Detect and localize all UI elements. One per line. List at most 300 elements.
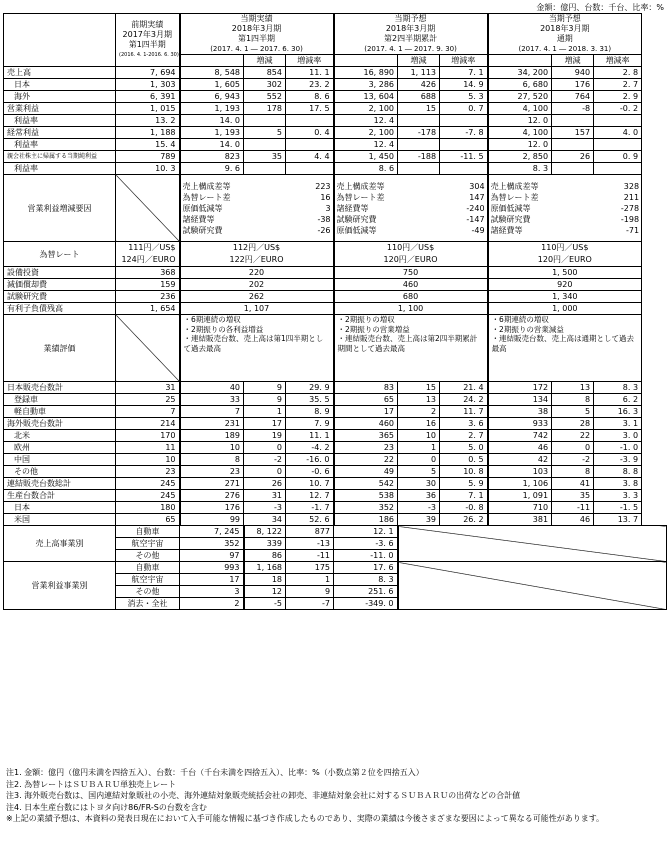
cell-value: 39 xyxy=(398,514,440,526)
row-label: 生産台数合計 xyxy=(4,490,116,502)
cell-value: 28 xyxy=(552,418,594,430)
factor-item: 試験研究費 xyxy=(490,214,531,224)
cell-value: 542 xyxy=(334,478,398,490)
cell-value: 426 xyxy=(398,79,440,91)
header-line: 通期 xyxy=(556,34,573,43)
cell-value: 23. 2 xyxy=(286,79,334,91)
cell-value: 13, 604 xyxy=(334,91,398,103)
segment-row xyxy=(4,526,667,538)
cell-value: 552 xyxy=(244,91,286,103)
cell-value: 29. 9 xyxy=(286,382,334,394)
header-line: 第1四半期 xyxy=(237,34,276,43)
cell-value xyxy=(244,163,286,175)
segment-value: 12. 1 xyxy=(334,526,398,538)
row-label: 欧州 xyxy=(4,442,116,454)
pl-row xyxy=(4,91,667,103)
cell-value: 9. 6 xyxy=(180,163,244,175)
segment-empty xyxy=(398,562,667,610)
cell-value: 10 xyxy=(398,430,440,442)
cell-value: 170 xyxy=(116,430,180,442)
cell-value: -2 xyxy=(244,454,286,466)
cell-value: 42 xyxy=(488,454,552,466)
invest-prev: 1, 654 xyxy=(116,303,180,315)
cell-value: 0 xyxy=(398,454,440,466)
cell-value: 0. 7 xyxy=(440,103,488,115)
col-q1-value xyxy=(180,55,244,67)
factor-item: 試験研究費 xyxy=(336,214,377,224)
invest-label: 減価償却費 xyxy=(4,279,116,291)
pl-row xyxy=(4,67,667,79)
header-line: (2017. 4. 1 ― 2018. 3. 31) xyxy=(518,45,612,53)
cell-value: 17. 5 xyxy=(286,103,334,115)
cell-value: -0. 2 xyxy=(594,103,642,115)
factor-item: 諸経費等 xyxy=(490,225,523,235)
cell-value: 186 xyxy=(334,514,398,526)
cell-value: 46 xyxy=(552,514,594,526)
fx-rate: 122円／EURO xyxy=(229,255,284,264)
header-line: (2017. 4. 1 ― 2017. 6. 30) xyxy=(210,45,303,53)
invest-label: 設備投資 xyxy=(4,267,116,279)
cell-value: 31 xyxy=(116,382,180,394)
cell-value: 8 xyxy=(552,394,594,406)
cell-value: 12. 0 xyxy=(488,139,552,151)
production-row xyxy=(4,502,667,514)
cell-value: 13 xyxy=(398,394,440,406)
cell-value xyxy=(398,115,440,127)
cell-value xyxy=(440,163,488,175)
cell-value: 5 xyxy=(552,406,594,418)
cell-value: 2, 100 xyxy=(334,127,398,139)
header-line: 前期実績 xyxy=(131,20,164,29)
factor-item: 売上構成差等 xyxy=(490,181,539,191)
cell-value: 12. 4 xyxy=(334,115,398,127)
cell-value: 1 xyxy=(244,406,286,418)
factor-value: 223 xyxy=(315,181,331,191)
cell-value: 10. 3 xyxy=(116,163,180,175)
cell-value: 19 xyxy=(244,430,286,442)
header-line: 2018年3月期 xyxy=(231,24,282,33)
row-label: 連結販売台数総計 xyxy=(4,478,116,490)
evaluation-line: ・2期振りの各利益増益 xyxy=(183,324,264,334)
segment-value: 352 xyxy=(180,538,244,550)
production-row xyxy=(4,514,667,526)
evaluation-line: ・連結販売台数、売上高は第1四半期として過去最高 xyxy=(183,334,324,353)
cell-value: 24. 2 xyxy=(440,394,488,406)
cell-value xyxy=(244,115,286,127)
col-header-label xyxy=(4,14,116,67)
cell-value: 688 xyxy=(398,91,440,103)
cell-value: 176 xyxy=(552,79,594,91)
segment-value: 993 xyxy=(180,562,244,574)
cell-value: 30 xyxy=(398,478,440,490)
invest-row xyxy=(4,291,667,303)
cell-value: -1. 7 xyxy=(286,502,334,514)
row-label: 北米 xyxy=(4,430,116,442)
fx-prev xyxy=(116,242,180,267)
col-header-h1 xyxy=(334,14,488,55)
cell-value: 16 xyxy=(398,418,440,430)
cell-value: 11. 1 xyxy=(286,67,334,79)
cell-value xyxy=(398,163,440,175)
evaluation-line: ・連結販売台数、売上高は第2四半期累計期間として過去最高 xyxy=(337,334,478,353)
segment-value: 17 xyxy=(180,574,244,586)
cell-value: 13. 7 xyxy=(594,514,642,526)
cell-value: 180 xyxy=(116,502,180,514)
evaluation-line: ・連結販売台数、売上高は通期として過去最高 xyxy=(491,334,635,353)
col-h1-incr: 増減率 xyxy=(440,55,488,67)
row-label: 日本 xyxy=(4,502,116,514)
factor-item: 売上構成差等 xyxy=(336,181,385,191)
cell-value: 6. 2 xyxy=(594,394,642,406)
cell-value: -16. 0 xyxy=(286,454,334,466)
cell-value: 14. 0 xyxy=(180,115,244,127)
cell-value: 5. 0 xyxy=(440,442,488,454)
invest-label: 試験研究費 xyxy=(4,291,116,303)
cell-value: 823 xyxy=(180,151,244,163)
cell-value: 0 xyxy=(244,442,286,454)
cell-value: -11 xyxy=(552,502,594,514)
cell-value: 352 xyxy=(334,502,398,514)
factor-value: -198 xyxy=(620,214,640,224)
factor-item: 諸経費等 xyxy=(336,203,369,213)
units-row xyxy=(4,394,667,406)
cell-value xyxy=(552,115,594,127)
units-row xyxy=(4,406,667,418)
cell-value: 8. 6 xyxy=(286,91,334,103)
segment-sub-label: 消去・全社 xyxy=(116,598,180,610)
cell-value: -8 xyxy=(552,103,594,115)
cell-value: -178 xyxy=(398,127,440,139)
cell-value: 27, 520 xyxy=(488,91,552,103)
cell-value: 365 xyxy=(334,430,398,442)
invest-value: 680 xyxy=(334,291,488,303)
factor-item: 原価低減等 xyxy=(336,225,377,235)
cell-value: 7. 9 xyxy=(286,418,334,430)
col-q1-inc: 増減 xyxy=(244,55,286,67)
cell-value: 381 xyxy=(488,514,552,526)
cell-value: 1, 193 xyxy=(180,127,244,139)
cell-value: 276 xyxy=(180,490,244,502)
invest-value: 1, 107 xyxy=(180,303,334,315)
cell-value: 12. 0 xyxy=(488,115,552,127)
cell-value: 854 xyxy=(244,67,286,79)
cell-value xyxy=(594,163,642,175)
cell-value: 23 xyxy=(334,442,398,454)
cell-value: 8. 3 xyxy=(594,382,642,394)
cell-value: 172 xyxy=(488,382,552,394)
row-label: 利益率 xyxy=(4,115,116,127)
factor-item: 為替レート差 xyxy=(336,192,385,202)
segment_profit-label: 営業利益事業別 xyxy=(4,562,116,610)
cell-value: 40 xyxy=(180,382,244,394)
invest-value: 460 xyxy=(334,279,488,291)
cell-value: 21. 4 xyxy=(440,382,488,394)
cell-value: -0. 8 xyxy=(440,502,488,514)
cell-value: 8. 6 xyxy=(334,163,398,175)
cell-value: 8. 3 xyxy=(488,163,552,175)
cell-value: 8. 8 xyxy=(594,466,642,478)
cell-value xyxy=(594,115,642,127)
cell-value: 8, 548 xyxy=(180,67,244,79)
cell-value: 1, 303 xyxy=(116,79,180,91)
segment-value: 17. 6 xyxy=(334,562,398,574)
cell-value: 10. 8 xyxy=(440,466,488,478)
cell-value: 940 xyxy=(552,67,594,79)
cell-value: 0. 5 xyxy=(440,454,488,466)
units-row xyxy=(4,454,667,466)
cell-value: 245 xyxy=(116,490,180,502)
invest-value: 202 xyxy=(180,279,334,291)
cell-value: 8. 9 xyxy=(286,406,334,418)
cell-value: 2. 8 xyxy=(594,67,642,79)
cell-value: 4. 0 xyxy=(594,127,642,139)
factor-h1 xyxy=(334,175,488,242)
units-row xyxy=(4,466,667,478)
cell-value: 134 xyxy=(488,394,552,406)
cell-value: 11 xyxy=(116,442,180,454)
cell-value: 11. 1 xyxy=(286,430,334,442)
invest-row xyxy=(4,303,667,315)
invest-value: 1, 000 xyxy=(488,303,642,315)
cell-value: 15 xyxy=(398,382,440,394)
factor-value: 16 xyxy=(320,192,331,202)
cell-value: -3 xyxy=(398,502,440,514)
cell-value: 17 xyxy=(244,418,286,430)
cell-value: 7, 694 xyxy=(116,67,180,79)
invest-value: 220 xyxy=(180,267,334,279)
segment-value: 8. 3 xyxy=(334,574,398,586)
cell-value: 3. 3 xyxy=(594,490,642,502)
row-label: 海外 xyxy=(4,91,116,103)
cell-value: 189 xyxy=(180,430,244,442)
invest-label: 有利子負債残高 xyxy=(4,303,116,315)
production-row xyxy=(4,490,667,502)
col-h1-value xyxy=(334,55,398,67)
cell-value: 6, 391 xyxy=(116,91,180,103)
cell-value: 789 xyxy=(116,151,180,163)
fx-row xyxy=(4,242,667,267)
factor-row xyxy=(4,175,667,242)
cell-value xyxy=(552,139,594,151)
cell-value: 3. 1 xyxy=(594,418,642,430)
cell-value: -188 xyxy=(398,151,440,163)
cell-value: 7. 1 xyxy=(440,490,488,502)
segment-value: -7 xyxy=(286,598,334,610)
cell-value: 65 xyxy=(116,514,180,526)
cell-value: 4, 100 xyxy=(488,103,552,115)
cell-value: 34 xyxy=(244,514,286,526)
row-label: 経常利益 xyxy=(4,127,116,139)
note-2: 注2. 為替レートはＳＵＢＡＲＵ単独売上レート xyxy=(6,779,177,789)
factor-item: 売上構成差等 xyxy=(182,181,231,191)
evaluation-line: ・6期連続の増収 xyxy=(183,315,241,324)
evaluation-line: ・2期振りの営業増益 xyxy=(337,324,410,334)
cell-value: 3, 286 xyxy=(334,79,398,91)
cell-value: 176 xyxy=(180,502,244,514)
cell-value: 5. 3 xyxy=(440,91,488,103)
row-label: 海外販売台数計 xyxy=(4,418,116,430)
fx-rate: 120円／EURO xyxy=(383,255,438,264)
header-line: (2017. 4. 1 ― 2017. 9. 30) xyxy=(364,45,457,53)
cell-value: 17 xyxy=(334,406,398,418)
cell-value: 26 xyxy=(552,151,594,163)
cell-value xyxy=(286,115,334,127)
cell-value: 35. 5 xyxy=(286,394,334,406)
pl-row xyxy=(4,115,667,127)
cell-value: 13 xyxy=(552,382,594,394)
factor-value: -278 xyxy=(620,203,640,213)
header-line: 第2四半期累計 xyxy=(384,34,438,43)
cell-value: 2, 850 xyxy=(488,151,552,163)
segment-sub-label: その他 xyxy=(116,550,180,562)
cell-value: 35 xyxy=(244,151,286,163)
fx-rate: 110円／US$ xyxy=(541,243,589,252)
results-table xyxy=(3,13,667,610)
segment-sub-label: 自動車 xyxy=(116,562,180,574)
cell-value: 0 xyxy=(244,466,286,478)
header-line: 当期予想 xyxy=(548,14,581,23)
invest-row xyxy=(4,267,667,279)
factor-value: 304 xyxy=(469,181,485,191)
cell-value: 34, 200 xyxy=(488,67,552,79)
cell-value: 16. 3 xyxy=(594,406,642,418)
factor-item: 為替レート差 xyxy=(182,192,231,202)
cell-value: -2 xyxy=(552,454,594,466)
cell-value: 15 xyxy=(398,103,440,115)
cell-value: 22 xyxy=(552,430,594,442)
factor-prev-empty xyxy=(116,175,180,242)
cell-value: -1. 5 xyxy=(594,502,642,514)
factor-value: 328 xyxy=(623,181,640,191)
cell-value: 22 xyxy=(334,454,398,466)
cell-value: 302 xyxy=(244,79,286,91)
header-line: 第1四半期 xyxy=(128,40,166,49)
segment-row xyxy=(4,562,667,574)
cell-value: 1, 113 xyxy=(398,67,440,79)
cell-value: 2, 100 xyxy=(334,103,398,115)
units-row xyxy=(4,382,667,394)
row-label: 利益率 xyxy=(4,163,116,175)
cell-value: 4. 4 xyxy=(286,151,334,163)
row-label: 親会社株主に帰属する当期純利益 xyxy=(4,151,116,163)
cell-value: 5. 9 xyxy=(440,478,488,490)
cell-value: 10 xyxy=(180,442,244,454)
cell-value: 2. 9 xyxy=(594,91,642,103)
segment-value: 86 xyxy=(244,550,286,562)
row-label: 利益率 xyxy=(4,139,116,151)
header-line: 2018年3月期 xyxy=(540,24,590,33)
cell-value: 3. 6 xyxy=(440,418,488,430)
cell-value: 65 xyxy=(334,394,398,406)
fx-rate: 120円／EURO xyxy=(537,255,592,264)
factor-item: 原価低減等 xyxy=(182,203,223,213)
col-header-fy xyxy=(488,14,642,55)
cell-value: 538 xyxy=(334,490,398,502)
row-label: 中国 xyxy=(4,454,116,466)
segment-value: 2 xyxy=(180,598,244,610)
cell-value xyxy=(440,139,488,151)
cell-value: 25 xyxy=(116,394,180,406)
row-label: 登録車 xyxy=(4,394,116,406)
cell-value: 7. 1 xyxy=(440,67,488,79)
cell-value: 41 xyxy=(552,478,594,490)
cell-value: 49 xyxy=(334,466,398,478)
header-line: 2017年3月期 xyxy=(122,30,172,39)
cell-value: 5 xyxy=(244,127,286,139)
fx-label: 為替レート xyxy=(4,242,116,267)
factor-value: -240 xyxy=(466,203,485,213)
cell-value: 0 xyxy=(552,442,594,454)
cell-value: -0. 6 xyxy=(286,466,334,478)
cell-value: 157 xyxy=(552,127,594,139)
factor-item: 試験研究費 xyxy=(182,225,223,235)
fx-h1 xyxy=(334,242,488,267)
header-line: 当期予想 xyxy=(394,14,427,23)
row-label: 米国 xyxy=(4,514,116,526)
cell-value: 1, 106 xyxy=(488,478,552,490)
cell-value: 2 xyxy=(398,406,440,418)
cell-value: 10. 7 xyxy=(286,478,334,490)
cell-value: 9 xyxy=(244,394,286,406)
factor-value: 211 xyxy=(623,192,640,202)
segment-value: 7, 245 xyxy=(180,526,244,538)
pl-row xyxy=(4,79,667,91)
cell-value xyxy=(286,163,334,175)
row-label: 軽自動車 xyxy=(4,406,116,418)
segment-value: 1 xyxy=(286,574,334,586)
cell-value xyxy=(552,163,594,175)
cell-value xyxy=(244,139,286,151)
cell-value: 271 xyxy=(180,478,244,490)
cell-value: -4. 2 xyxy=(286,442,334,454)
cell-value: 2. 7 xyxy=(440,430,488,442)
cell-value: -7. 8 xyxy=(440,127,488,139)
invest-value: 1, 500 xyxy=(488,267,642,279)
cell-value: -11. 5 xyxy=(440,151,488,163)
factor-item: 為替レート差 xyxy=(490,192,539,202)
pl-row xyxy=(4,139,667,151)
evaluation-line: ・2期振りの営業減益 xyxy=(491,324,564,334)
segment-sub-label: 航空宇宙 xyxy=(116,574,180,586)
header-row xyxy=(4,14,667,55)
cell-value: 14. 9 xyxy=(440,79,488,91)
evaluation-prev-empty xyxy=(116,315,180,382)
cell-value: 16, 890 xyxy=(334,67,398,79)
cell-value: 3. 8 xyxy=(594,478,642,490)
cell-value: 0. 9 xyxy=(594,151,642,163)
invest-value: 920 xyxy=(488,279,642,291)
evaluation-q1 xyxy=(180,315,334,382)
col-header-prev xyxy=(116,14,180,67)
cell-value: 1 xyxy=(398,442,440,454)
cell-value: 46 xyxy=(488,442,552,454)
cell-value: 3. 0 xyxy=(594,430,642,442)
invest-prev: 159 xyxy=(116,279,180,291)
cell-value: 1, 015 xyxy=(116,103,180,115)
row-label: 売上高 xyxy=(4,67,116,79)
invest-prev: 236 xyxy=(116,291,180,303)
factor-value: -71 xyxy=(625,225,640,235)
note-3: 注3. 海外販売台数は、国内連結対象販社の小売、海外連結対象販売統括会社の卸売、非連結対象会社に対するＳＵＢＡＲＵの出荷などの合計値 xyxy=(6,791,521,800)
cell-value: 6, 943 xyxy=(180,91,244,103)
cell-value: 23 xyxy=(180,466,244,478)
cell-value: 99 xyxy=(180,514,244,526)
cell-value: 933 xyxy=(488,418,552,430)
segment-value: -11. 0 xyxy=(334,550,398,562)
cell-value: 12. 4 xyxy=(334,139,398,151)
cell-value: 9 xyxy=(244,382,286,394)
fx-fy xyxy=(488,242,642,267)
